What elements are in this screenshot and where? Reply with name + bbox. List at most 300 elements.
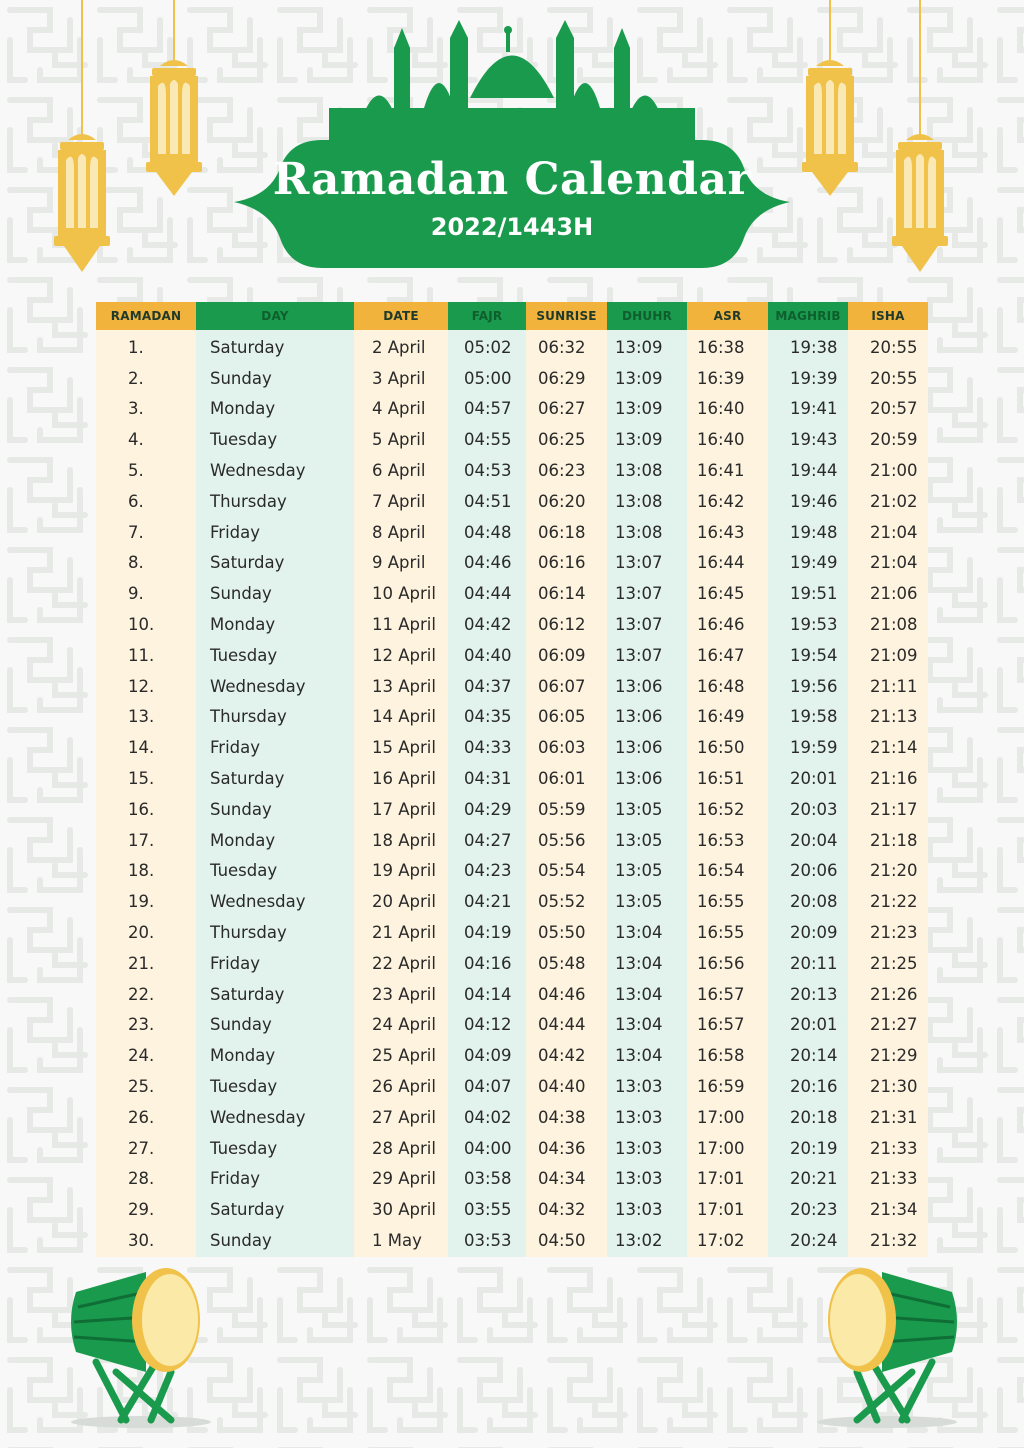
maghrib-cell: 19:49 [790, 553, 838, 573]
date-cell: 3 April [372, 368, 426, 388]
table-body [96, 332, 928, 1256]
dhuhr-cell: 13:03 [615, 1200, 663, 1220]
maghrib-cell: 20:08 [790, 892, 838, 912]
dhuhr-cell: 13:09 [615, 337, 663, 357]
table-row [96, 455, 928, 486]
sunrise-cell: 06:09 [538, 645, 586, 665]
sunrise-cell: 05:54 [538, 861, 586, 881]
date-cell: 12 April [372, 645, 436, 665]
fajr-cell: 04:40 [464, 645, 512, 665]
date-cell: 14 April [372, 707, 436, 727]
table-row [96, 424, 928, 455]
asr-cell: 16:38 [697, 337, 745, 357]
dhuhr-cell: 13:04 [615, 1046, 663, 1066]
weekday-cell: Monday [210, 1046, 276, 1066]
weekday-cell: Tuesday [210, 1077, 278, 1097]
weekday-cell: Monday [210, 615, 276, 635]
date-cell: 11 April [372, 615, 436, 635]
asr-cell: 16:39 [697, 368, 745, 388]
isha-cell: 21:00 [870, 461, 918, 481]
isha-cell: 21:18 [870, 830, 918, 850]
isha-cell: 21:33 [870, 1169, 918, 1189]
sunrise-cell: 06:18 [538, 522, 586, 542]
dhuhr-cell: 13:05 [615, 799, 663, 819]
sunrise-cell: 04:40 [538, 1077, 586, 1097]
asr-cell: 16:52 [697, 799, 745, 819]
dhuhr-cell: 13:03 [615, 1077, 663, 1097]
column-header-maghrib: MAGHRIB [768, 302, 848, 330]
date-cell: 30 April [372, 1200, 436, 1220]
maghrib-cell: 19:48 [790, 522, 838, 542]
fajr-cell: 04:57 [464, 399, 512, 419]
maghrib-cell: 19:58 [790, 707, 838, 727]
isha-cell: 21:32 [870, 1231, 918, 1250]
table-row [96, 363, 928, 394]
asr-cell: 16:55 [697, 892, 745, 912]
table-row [96, 1040, 928, 1071]
fajr-cell: 04:12 [464, 1015, 512, 1035]
asr-cell: 17:00 [697, 1138, 745, 1158]
fajr-cell: 05:02 [464, 337, 512, 357]
fajr-cell: 04:21 [464, 892, 512, 912]
table-row [96, 640, 928, 671]
isha-cell: 20:57 [870, 399, 918, 419]
date-cell: 28 April [372, 1138, 436, 1158]
isha-cell: 21:04 [870, 522, 918, 542]
weekday-cell: Tuesday [210, 1138, 278, 1158]
dhuhr-cell: 13:09 [615, 399, 663, 419]
isha-cell: 21:02 [870, 491, 918, 511]
weekday-cell: Sunday [210, 1231, 272, 1250]
asr-cell: 16:40 [697, 399, 745, 419]
table-row [96, 486, 928, 517]
table-row [96, 763, 928, 794]
table-row [96, 794, 928, 825]
sunrise-cell: 05:56 [538, 830, 586, 850]
asr-cell: 16:46 [697, 615, 745, 635]
hanging-lantern-icon [48, 0, 118, 275]
dhuhr-cell: 13:06 [615, 676, 663, 696]
maghrib-cell: 19:38 [790, 337, 838, 357]
fajr-cell: 04:00 [464, 1138, 512, 1158]
maghrib-cell: 19:59 [790, 738, 838, 758]
hanging-lantern-icon [140, 0, 210, 200]
date-cell: 9 April [372, 553, 426, 573]
table-row [96, 1225, 928, 1256]
column-header-fajr: FAJR [448, 302, 526, 330]
date-cell: 15 April [372, 738, 436, 758]
isha-cell: 21:06 [870, 584, 918, 604]
maghrib-cell: 20:11 [790, 953, 838, 973]
maghrib-cell: 20:01 [790, 769, 838, 789]
ramadan-day-cell: 26. [128, 1107, 155, 1127]
sunrise-cell: 05:50 [538, 923, 586, 943]
date-cell: 22 April [372, 953, 436, 973]
sunrise-cell: 06:05 [538, 707, 586, 727]
date-cell: 26 April [372, 1077, 436, 1097]
table-row [96, 332, 928, 363]
ramadan-day-cell: 27. [128, 1138, 155, 1158]
dhuhr-cell: 13:03 [615, 1138, 663, 1158]
dhuhr-cell: 13:05 [615, 830, 663, 850]
column-header-sunrise: SUNRISE [526, 302, 607, 330]
fajr-cell: 04:35 [464, 707, 512, 727]
fajr-cell: 04:16 [464, 953, 512, 973]
table-row [96, 1102, 928, 1133]
weekday-cell: Sunday [210, 1015, 272, 1035]
maghrib-cell: 20:16 [790, 1077, 838, 1097]
maghrib-cell: 19:44 [790, 461, 838, 481]
isha-cell: 21:20 [870, 861, 918, 881]
fajr-cell: 04:44 [464, 584, 512, 604]
ramadan-day-cell: 19. [128, 892, 155, 912]
date-cell: 5 April [372, 430, 426, 450]
maghrib-cell: 19:39 [790, 368, 838, 388]
table-row [96, 702, 928, 733]
date-cell: 4 April [372, 399, 426, 419]
weekday-cell: Monday [210, 399, 276, 419]
sunrise-cell: 04:42 [538, 1046, 586, 1066]
date-cell: 24 April [372, 1015, 436, 1035]
page-title: Ramadan Calendar [272, 154, 752, 205]
date-cell: 19 April [372, 861, 436, 881]
asr-cell: 16:56 [697, 953, 745, 973]
weekday-cell: Monday [210, 830, 276, 850]
fajr-cell: 03:53 [464, 1231, 512, 1250]
asr-cell: 16:55 [697, 923, 745, 943]
isha-cell: 21:09 [870, 645, 918, 665]
isha-cell: 21:08 [870, 615, 918, 635]
isha-cell: 21:34 [870, 1200, 918, 1220]
ramadan-day-cell: 6. [128, 491, 144, 511]
table-row [96, 948, 928, 979]
maghrib-cell: 20:09 [790, 923, 838, 943]
maghrib-cell: 20:18 [790, 1107, 838, 1127]
date-cell: 13 April [372, 676, 436, 696]
fajr-cell: 04:31 [464, 769, 512, 789]
fajr-cell: 04:55 [464, 430, 512, 450]
sunrise-cell: 06:29 [538, 368, 586, 388]
table-row [96, 394, 928, 425]
ramadan-day-cell: 23. [128, 1015, 155, 1035]
maghrib-cell: 20:06 [790, 861, 838, 881]
ramadan-day-cell: 9. [128, 584, 144, 604]
maghrib-cell: 20:19 [790, 1138, 838, 1158]
weekday-cell: Saturday [210, 337, 285, 357]
ramadan-day-cell: 14. [128, 738, 155, 758]
ramadan-day-cell: 22. [128, 984, 155, 1004]
table-row [96, 578, 928, 609]
ramadan-day-cell: 13. [128, 707, 155, 727]
asr-cell: 16:48 [697, 676, 745, 696]
dhuhr-cell: 13:09 [615, 430, 663, 450]
table-row [96, 1071, 928, 1102]
fajr-cell: 04:46 [464, 553, 512, 573]
date-cell: 18 April [372, 830, 436, 850]
isha-cell: 21:25 [870, 953, 918, 973]
maghrib-cell: 19:53 [790, 615, 838, 635]
weekday-cell: Wednesday [210, 1107, 306, 1127]
ramadan-day-cell: 10. [128, 615, 155, 635]
sunrise-cell: 04:38 [538, 1107, 586, 1127]
ramadan-day-cell: 3. [128, 399, 144, 419]
date-cell: 8 April [372, 522, 426, 542]
sunrise-cell: 06:23 [538, 461, 586, 481]
asr-cell: 17:00 [697, 1107, 745, 1127]
date-cell: 7 April [372, 491, 426, 511]
table-row [96, 732, 928, 763]
dhuhr-cell: 13:06 [615, 738, 663, 758]
weekday-cell: Thursday [210, 923, 287, 943]
weekday-cell: Saturday [210, 984, 285, 1004]
weekday-cell: Sunday [210, 799, 272, 819]
sunrise-cell: 04:44 [538, 1015, 586, 1035]
ramadan-day-cell: 11. [128, 645, 155, 665]
fajr-cell: 04:53 [464, 461, 512, 481]
fajr-cell: 04:48 [464, 522, 512, 542]
sunrise-cell: 05:59 [538, 799, 586, 819]
asr-cell: 16:41 [697, 461, 745, 481]
date-cell: 1 May [372, 1231, 422, 1250]
isha-cell: 20:55 [870, 368, 918, 388]
dhuhr-cell: 13:06 [615, 769, 663, 789]
hanging-lantern-icon [796, 0, 866, 200]
maghrib-cell: 19:51 [790, 584, 838, 604]
table-row [96, 517, 928, 548]
ramadan-day-cell: 29. [128, 1200, 155, 1220]
isha-cell: 21:13 [870, 707, 918, 727]
isha-cell: 20:59 [870, 430, 918, 450]
dhuhr-cell: 13:04 [615, 953, 663, 973]
isha-cell: 21:30 [870, 1077, 918, 1097]
ramadan-day-cell: 21. [128, 953, 155, 973]
hanging-lantern-icon [886, 0, 956, 275]
isha-cell: 21:04 [870, 553, 918, 573]
weekday-cell: Saturday [210, 1200, 285, 1220]
isha-cell: 21:33 [870, 1138, 918, 1158]
table-row [96, 856, 928, 887]
weekday-cell: Wednesday [210, 892, 306, 912]
isha-cell: 21:16 [870, 769, 918, 789]
table-header-row [96, 302, 928, 330]
sunrise-cell: 06:25 [538, 430, 586, 450]
column-header-asr: ASR [687, 302, 768, 330]
ramadan-day-cell: 4. [128, 430, 144, 450]
fajr-cell: 04:42 [464, 615, 512, 635]
weekday-cell: Wednesday [210, 461, 306, 481]
date-cell: 16 April [372, 769, 436, 789]
dhuhr-cell: 13:07 [615, 645, 663, 665]
isha-cell: 21:11 [870, 676, 918, 696]
ramadan-day-cell: 24. [128, 1046, 155, 1066]
asr-cell: 17:01 [697, 1200, 745, 1220]
asr-cell: 16:42 [697, 491, 745, 511]
date-cell: 10 April [372, 584, 436, 604]
asr-cell: 16:54 [697, 861, 745, 881]
asr-cell: 16:51 [697, 769, 745, 789]
fajr-cell: 04:51 [464, 491, 512, 511]
maghrib-cell: 20:24 [790, 1231, 838, 1250]
asr-cell: 16:57 [697, 984, 745, 1004]
sunrise-cell: 05:48 [538, 953, 586, 973]
dhuhr-cell: 13:08 [615, 491, 663, 511]
sunrise-cell: 06:01 [538, 769, 586, 789]
dhuhr-cell: 13:04 [615, 1015, 663, 1035]
ramadan-day-cell: 28. [128, 1169, 155, 1189]
asr-cell: 16:59 [697, 1077, 745, 1097]
sunrise-cell: 04:32 [538, 1200, 586, 1220]
dhuhr-cell: 13:03 [615, 1169, 663, 1189]
bedug-drum-icon [66, 1262, 216, 1432]
fajr-cell: 04:27 [464, 830, 512, 850]
ramadan-day-cell: 12. [128, 676, 155, 696]
header-banner [234, 18, 790, 270]
isha-cell: 21:17 [870, 799, 918, 819]
sunrise-cell: 06:07 [538, 676, 586, 696]
sunrise-cell: 05:52 [538, 892, 586, 912]
asr-cell: 16:58 [697, 1046, 745, 1066]
weekday-cell: Friday [210, 738, 261, 758]
ramadan-day-cell: 16. [128, 799, 155, 819]
date-cell: 17 April [372, 799, 436, 819]
weekday-cell: Tuesday [210, 645, 278, 665]
page-subtitle: 2022/1443H [430, 213, 594, 241]
sunrise-cell: 04:34 [538, 1169, 586, 1189]
date-cell: 23 April [372, 984, 436, 1004]
table-row [96, 1133, 928, 1164]
isha-cell: 21:27 [870, 1015, 918, 1035]
asr-cell: 16:53 [697, 830, 745, 850]
table-row [96, 671, 928, 702]
fajr-cell: 05:00 [464, 368, 512, 388]
maghrib-cell: 19:54 [790, 645, 838, 665]
sunrise-cell: 06:03 [538, 738, 586, 758]
isha-cell: 21:22 [870, 892, 918, 912]
ramadan-day-cell: 1. [128, 337, 144, 357]
table-row [96, 1194, 928, 1225]
maghrib-cell: 20:23 [790, 1200, 838, 1220]
sunrise-cell: 06:16 [538, 553, 586, 573]
dhuhr-cell: 13:06 [615, 707, 663, 727]
ramadan-day-cell: 20. [128, 923, 155, 943]
fajr-cell: 04:02 [464, 1107, 512, 1127]
date-cell: 21 April [372, 923, 436, 943]
isha-cell: 21:26 [870, 984, 918, 1004]
table-row [96, 1164, 928, 1195]
sunrise-cell: 04:46 [538, 984, 586, 1004]
date-cell: 6 April [372, 461, 426, 481]
weekday-cell: Thursday [210, 707, 287, 727]
maghrib-cell: 20:01 [790, 1015, 838, 1035]
sunrise-cell: 06:20 [538, 491, 586, 511]
dhuhr-cell: 13:08 [615, 522, 663, 542]
table-row [96, 979, 928, 1010]
sunrise-cell: 06:27 [538, 399, 586, 419]
weekday-cell: Saturday [210, 769, 285, 789]
ramadan-day-cell: 25. [128, 1077, 155, 1097]
sunrise-cell: 06:12 [538, 615, 586, 635]
asr-cell: 16:49 [697, 707, 745, 727]
fajr-cell: 04:37 [464, 676, 512, 696]
table-row [96, 917, 928, 948]
weekday-cell: Friday [210, 1169, 261, 1189]
ramadan-day-cell: 8. [128, 553, 144, 573]
fajr-cell: 04:14 [464, 984, 512, 1004]
dhuhr-cell: 13:08 [615, 461, 663, 481]
table-row [96, 548, 928, 579]
maghrib-cell: 20:14 [790, 1046, 838, 1066]
isha-cell: 21:31 [870, 1107, 918, 1127]
maghrib-cell: 20:21 [790, 1169, 838, 1189]
weekday-cell: Wednesday [210, 676, 306, 696]
date-cell: 29 April [372, 1169, 436, 1189]
bedug-drum-icon [812, 1262, 962, 1432]
date-cell: 25 April [372, 1046, 436, 1066]
column-header-date: DATE [354, 302, 448, 330]
fajr-cell: 04:29 [464, 799, 512, 819]
maghrib-cell: 20:13 [790, 984, 838, 1004]
maghrib-cell: 19:56 [790, 676, 838, 696]
asr-cell: 16:47 [697, 645, 745, 665]
isha-cell: 21:23 [870, 923, 918, 943]
isha-cell: 21:29 [870, 1046, 918, 1066]
fajr-cell: 04:07 [464, 1077, 512, 1097]
isha-cell: 20:55 [870, 337, 918, 357]
ramadan-day-cell: 18. [128, 861, 155, 881]
asr-cell: 16:40 [697, 430, 745, 450]
sunrise-cell: 06:32 [538, 337, 586, 357]
dhuhr-cell: 13:02 [615, 1231, 663, 1250]
weekday-cell: Friday [210, 522, 261, 542]
sunrise-cell: 04:50 [538, 1231, 586, 1250]
column-header-ramadan: RAMADAN [96, 302, 196, 330]
weekday-cell: Sunday [210, 368, 272, 388]
sunrise-cell: 04:36 [538, 1138, 586, 1158]
ramadan-day-cell: 17. [128, 830, 155, 850]
column-header-dhuhr: DHUHR [607, 302, 687, 330]
maghrib-cell: 19:41 [790, 399, 838, 419]
column-header-isha: ISHA [848, 302, 928, 330]
dhuhr-cell: 13:07 [615, 553, 663, 573]
date-cell: 27 April [372, 1107, 436, 1127]
dhuhr-cell: 13:05 [615, 861, 663, 881]
dhuhr-cell: 13:09 [615, 368, 663, 388]
weekday-cell: Sunday [210, 584, 272, 604]
ramadan-day-cell: 30. [128, 1231, 155, 1250]
maghrib-cell: 20:03 [790, 799, 838, 819]
fajr-cell: 04:23 [464, 861, 512, 881]
column-header-day: DAY [196, 302, 354, 330]
dhuhr-cell: 13:04 [615, 923, 663, 943]
dhuhr-cell: 13:07 [615, 615, 663, 635]
prayer-times-table [96, 302, 928, 1257]
asr-cell: 17:01 [697, 1169, 745, 1189]
dhuhr-cell: 13:07 [615, 584, 663, 604]
weekday-cell: Thursday [210, 491, 287, 511]
date-cell: 2 April [372, 337, 426, 357]
table-row [96, 886, 928, 917]
isha-cell: 21:14 [870, 738, 918, 758]
sunrise-cell: 06:14 [538, 584, 586, 604]
fajr-cell: 03:55 [464, 1200, 512, 1220]
weekday-cell: Tuesday [210, 861, 278, 881]
date-cell: 20 April [372, 892, 436, 912]
asr-cell: 16:57 [697, 1015, 745, 1035]
ramadan-day-cell: 15. [128, 769, 155, 789]
table-row [96, 1010, 928, 1041]
maghrib-cell: 19:46 [790, 491, 838, 511]
ramadan-day-cell: 5. [128, 461, 144, 481]
